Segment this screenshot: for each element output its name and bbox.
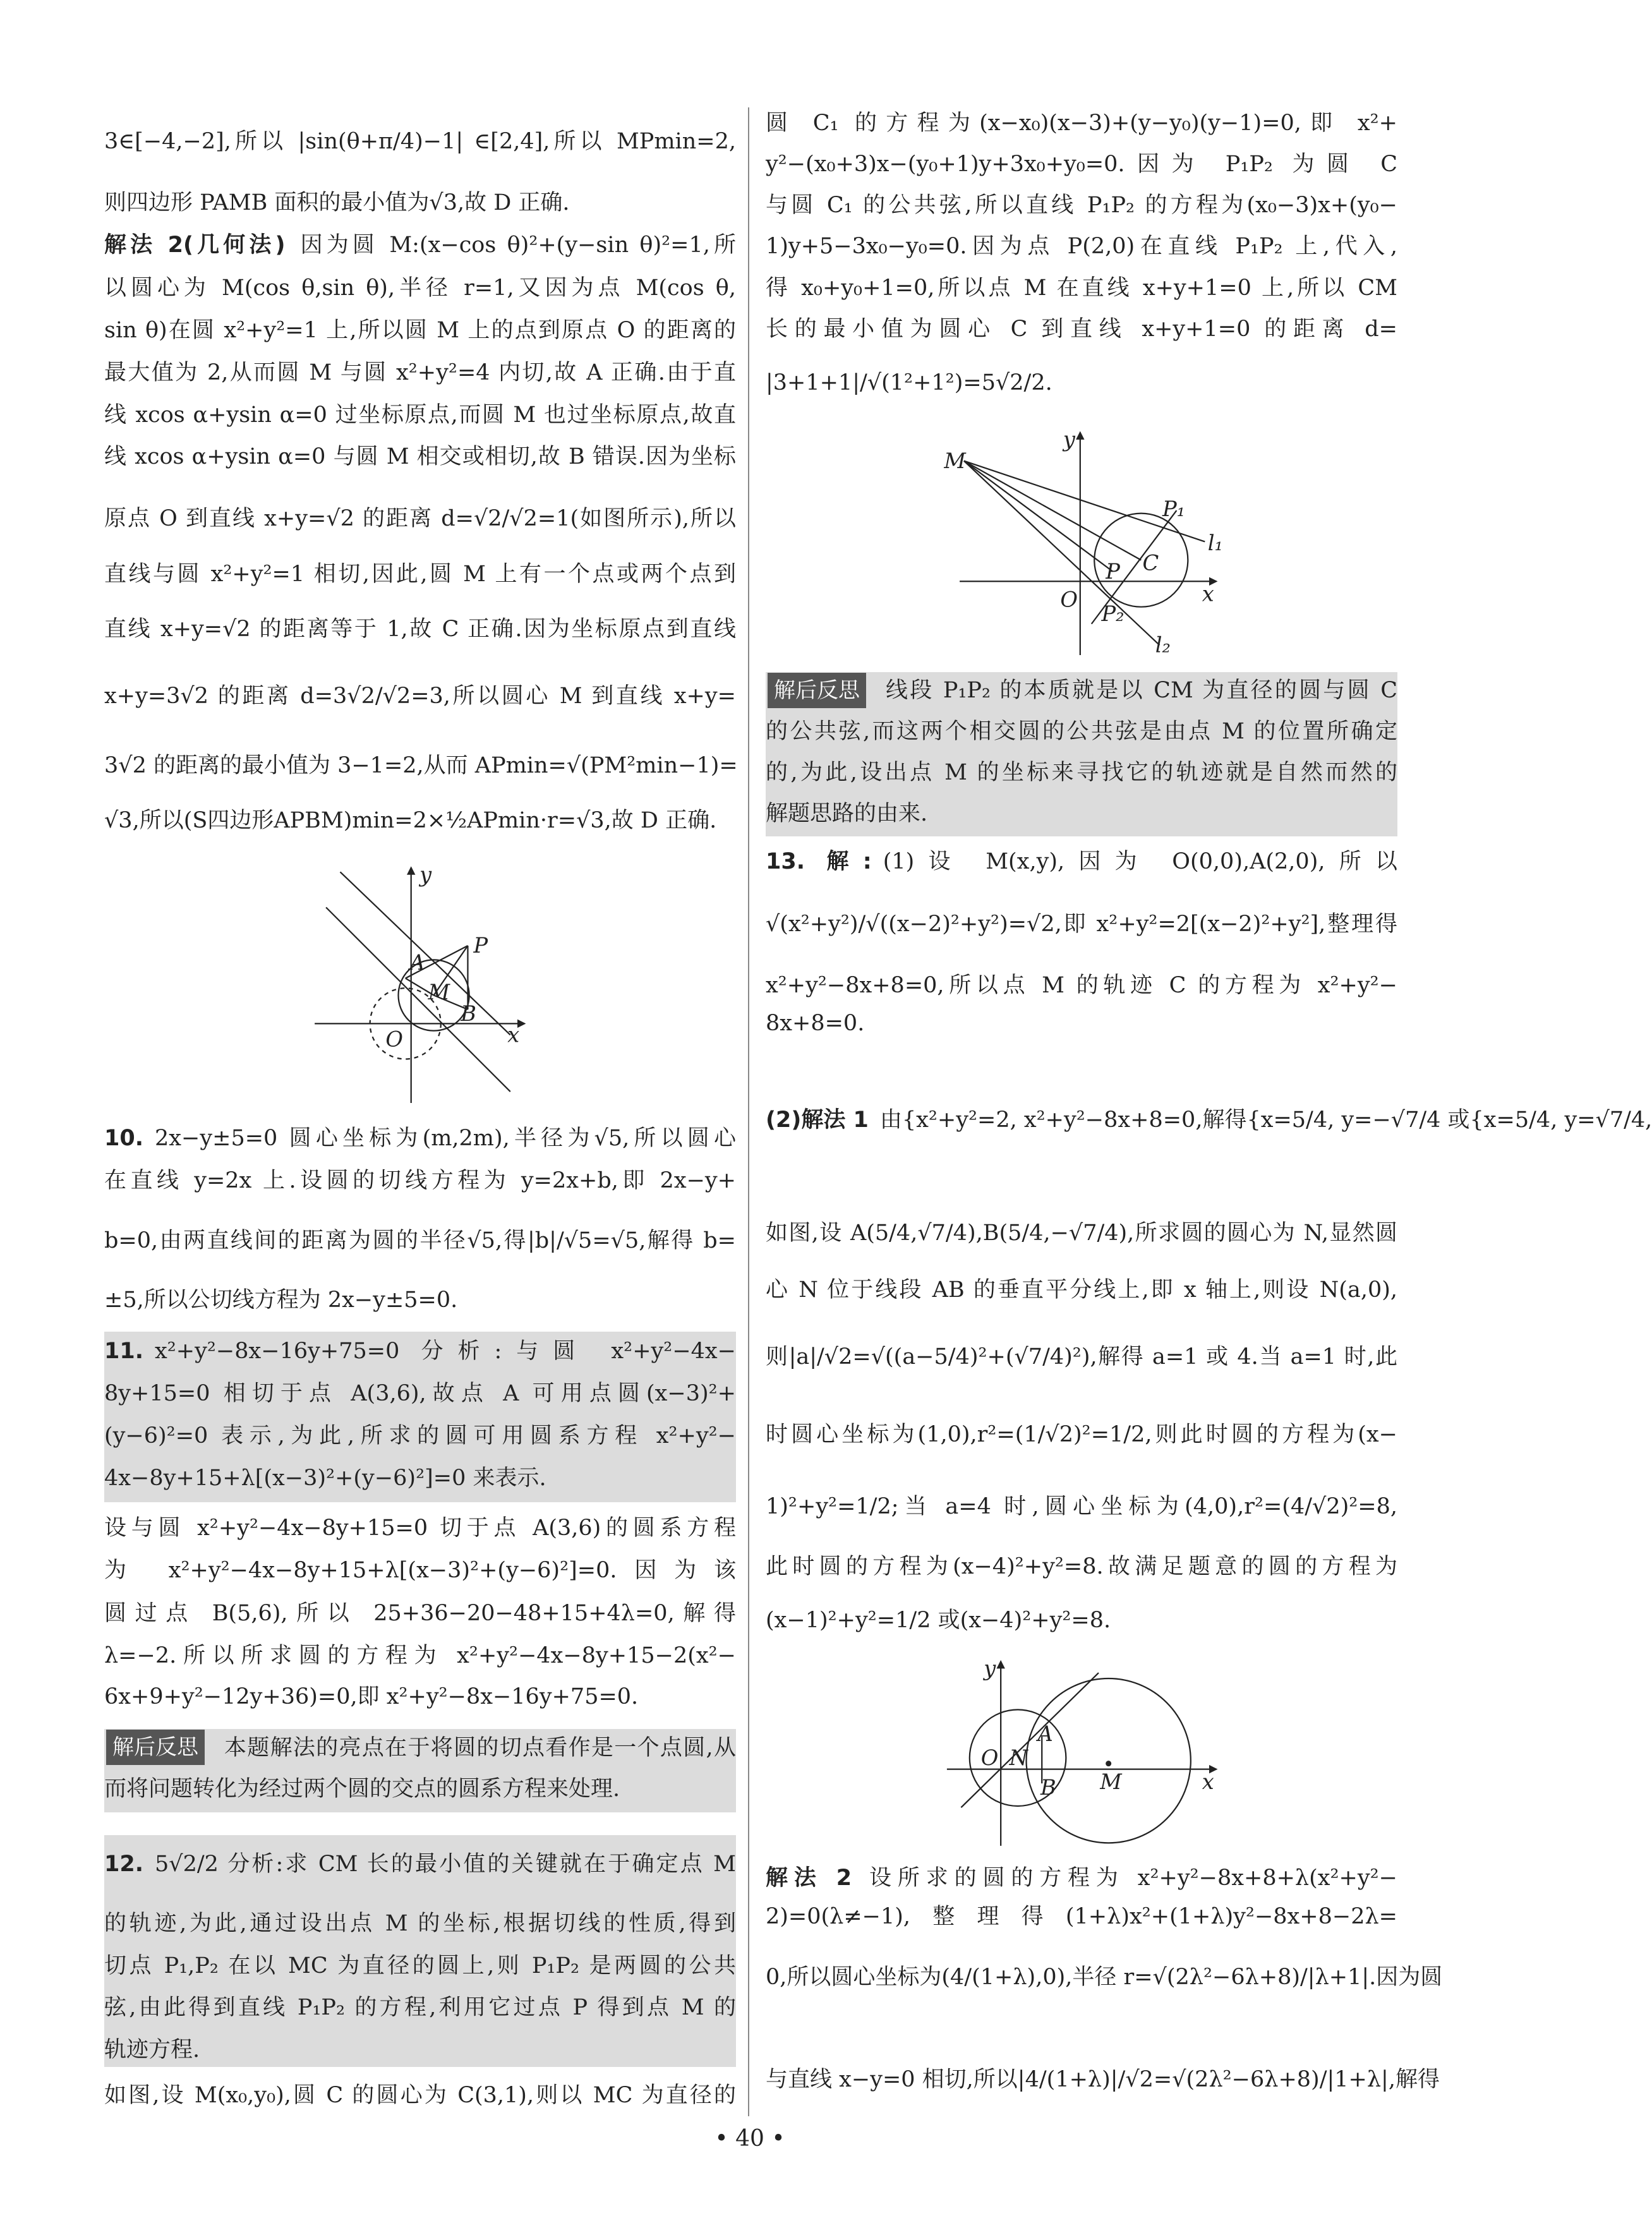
fig1-label-A: A bbox=[409, 950, 425, 975]
text-line bbox=[104, 1275, 736, 1325]
fig3-label-A: A bbox=[1037, 1721, 1053, 1746]
text-line bbox=[104, 2070, 736, 2121]
text-line bbox=[766, 899, 1397, 949]
fig3-label-M: M bbox=[1100, 1769, 1122, 1795]
text-line bbox=[766, 1952, 1443, 2003]
text-line bbox=[766, 1891, 1397, 1942]
line-text: 为 x²+y²−4x−8y+15+λ[(x−3)²+(y−6)²]=0.因为该 bbox=[104, 1558, 736, 1583]
line-text: 4x−8y+15+λ[(x−3)²+(y−6)²]=0 来表示. bbox=[104, 1466, 546, 1491]
line-text: 心 N 位于线段 AB 的垂直平分线上,即 x 轴上,则设 N(a,0), bbox=[766, 1277, 1397, 1303]
figure-2-circle-tangents bbox=[960, 433, 1216, 658]
text-line bbox=[766, 1332, 1397, 1382]
text-line bbox=[766, 1409, 1397, 1460]
fig2-label-M: M bbox=[944, 448, 966, 473]
line-text: (x−1)²+y²=1/2 或(x−4)²+y²=8. bbox=[766, 1608, 1111, 1633]
bold-heading: (2)解法 1 bbox=[766, 1107, 869, 1133]
line-text: 由{x²+y²=2, x²+y²−8x+8=0,解得{x=5/4, y=−√7/4 或{x=5/4, y=√7/4, bbox=[879, 1107, 1652, 1133]
line-text: (y−6)²=0 表示,为此,所求的圆可用圆系方程 x²+y²− bbox=[104, 1423, 736, 1449]
text-line bbox=[766, 1481, 1397, 1532]
line-text: √(x²+y²)/√((x−2)²+y²)=√2,即 x²+y²=2[(x−2)²+y²],整理得 bbox=[766, 912, 1397, 937]
line-text: 因为圆 M:(x−cos θ)²+(y−sin θ)²=1,所 bbox=[296, 232, 737, 258]
line-text: 如图,设 M(x₀,y₀),圆 C 的圆心为 C(3,1),则以 MC 为直径的 bbox=[104, 2083, 736, 2108]
bold-heading: 10. bbox=[104, 1126, 144, 1151]
text-line bbox=[766, 1095, 1652, 1145]
text-line bbox=[766, 788, 1397, 839]
fig1-label-P: P bbox=[473, 933, 488, 958]
line-text: 直线与圆 x²+y²=1 相切,因此,圆 M 上有一个点或两个点到 bbox=[104, 562, 736, 587]
bold-heading: 11. bbox=[104, 1339, 144, 1364]
line-text: 6x+9+y²−12y+36)=0,即 x²+y²−8x−16y+75=0. bbox=[104, 1684, 639, 1709]
text-line bbox=[104, 604, 736, 654]
fig2-label-l2: l₂ bbox=[1155, 632, 1171, 658]
text-line bbox=[766, 1595, 1397, 1646]
line-text: 的,为此,设出点 M 的坐标来寻找它的轨迹就是自然而然的 bbox=[766, 760, 1397, 785]
text-line bbox=[104, 1215, 736, 1266]
line-text: 以圆心为 M(cos θ,sin θ),半径 r=1,又因为点 M(cos θ, bbox=[104, 275, 736, 301]
fig1-label-y: y bbox=[419, 862, 432, 887]
line-text: 与直线 x−y=0 相切,所以|4/(1+λ)|/√2=√(2λ²−6λ+8)/|1+λ|,解得 bbox=[766, 2067, 1440, 2092]
fig3-point-M bbox=[1106, 1761, 1111, 1766]
fig3-label-O: O bbox=[980, 1745, 999, 1770]
line-text: 长的最小值为圆心 C 到直线 x+y+1=0 的距离 d= bbox=[766, 316, 1397, 342]
bold-heading: 13. 解: bbox=[766, 849, 872, 874]
line-text: 如图,设 A(5/4,√7/4),B(5/4,−√7/4),所求圆的圆心为 N,显然圆 bbox=[766, 1220, 1397, 1246]
text-line bbox=[766, 1208, 1397, 1258]
line-text: 此时圆的方程为(x−4)²+y²=8.故满足题意的圆的方程为 bbox=[766, 1554, 1397, 1579]
line-text: 3∈[−4,−2],所以 |sin(θ+π/4)−1| ∈[2,4],所以 MPmin=2, bbox=[104, 129, 736, 154]
line-text: x²+y²−8x+8=0,所以点 M 的轨迹 C 的方程为 x²+y²− bbox=[766, 973, 1397, 998]
text-line bbox=[766, 1541, 1397, 1592]
line-text: 的公共弦,而这两个相交圆的公共弦是由点 M 的位置所确定 bbox=[766, 719, 1397, 744]
line-text: 则四边形 PAMB 面积的最小值为√3,故 D 正确. bbox=[104, 190, 570, 215]
line-text: 2)=0(λ≠−1),整理得(1+λ)x²+(1+λ)y²−8x+8−2λ= bbox=[766, 1904, 1397, 1929]
text-line bbox=[766, 304, 1397, 354]
text-line bbox=[766, 998, 1397, 1049]
fig2-label-P: P bbox=[1106, 558, 1120, 584]
text-line bbox=[104, 116, 736, 167]
text-line bbox=[766, 2054, 1440, 2105]
text-line bbox=[104, 740, 736, 791]
line-text: sin θ)在圆 x²+y²=1 上,所以圆 M 上的点到原点 O 的距离的 bbox=[104, 318, 736, 343]
text-line bbox=[104, 1672, 736, 1722]
fig1-label-O: O bbox=[385, 1027, 403, 1052]
line-text: 0,所以圆心坐标为(4/(1+λ),0),半径 r=√(2λ²−6λ+8)/|λ+1|.因为圆 bbox=[766, 1965, 1443, 1990]
line-text: 线段 P₁P₂ 的本质就是以 CM 为直径的圆与圆 C bbox=[886, 678, 1397, 703]
text-line bbox=[766, 358, 1397, 408]
fig2-label-P1: P₁ bbox=[1162, 497, 1186, 522]
fig2-label-x: x bbox=[1202, 581, 1214, 606]
line-text: 与圆 C₁ 的公共弦,所以直线 P₁P₂ 的方程为(x₀−3)x+(y₀− bbox=[766, 193, 1397, 218]
text-line bbox=[104, 671, 736, 721]
line-text: 切点 P₁,P₂ 在以 MC 为直径的圆上,则 P₁P₂ 是两圆的公共 bbox=[104, 1953, 736, 1979]
column-divider bbox=[748, 107, 749, 2116]
line-text: 直线 x+y=√2 的距离等于 1,故 C 正确.因为坐标原点到直线 bbox=[104, 617, 736, 642]
line-text: 1)²+y²=1/2;当 a=4 时,圆心坐标为(4,0),r²=(4/√2)²=8, bbox=[766, 1494, 1397, 1519]
fig2-label-P2: P₂ bbox=[1101, 601, 1124, 627]
line-text: 时圆心坐标为(1,0),r²=(1/√2)²=1/2,则此时圆的方程为(x− bbox=[766, 1422, 1397, 1447]
text-line bbox=[104, 549, 736, 599]
line-text: b=0,由两直线间的距离为圆的半径√5,得|b|/√5=√5,解得 b= bbox=[104, 1228, 736, 1253]
fig3-label-B: B bbox=[1040, 1775, 1056, 1800]
line-text: λ=−2.所以所求圆的方程为 x²+y²−4x−8y+15−2(x²− bbox=[104, 1643, 736, 1668]
fig1-label-M: M bbox=[428, 980, 450, 1005]
line-text: 8x+8=0. bbox=[766, 1011, 865, 1036]
line-text: |3+1+1|/√(1²+1²)=5√2/2. bbox=[766, 370, 1052, 395]
text-line bbox=[104, 1155, 736, 1206]
line-text: 2x−y±5=0 圆心坐标为(m,2m),半径为√5,所以圆心 bbox=[155, 1126, 736, 1151]
line-text: 解题思路的由来. bbox=[766, 801, 928, 826]
line-text: 原点 O 到直线 x+y=√2 的距离 d=√2/√2=1(如图所示),所以 bbox=[104, 506, 736, 531]
reflection-tag: 解后反思 bbox=[106, 1730, 205, 1765]
page-number: • 40 • bbox=[714, 2126, 785, 2152]
text-line bbox=[104, 1839, 736, 1889]
line-text: 而将问题转化为经过两个圆的交点的圆系方程来处理. bbox=[104, 1776, 620, 1802]
fig3-label-N: N bbox=[1009, 1745, 1028, 1770]
text-line bbox=[104, 795, 736, 846]
fig3-label-x: x bbox=[1202, 1769, 1214, 1795]
line-text: 的轨迹,为此,通过设出点 M 的坐标,根据切线的性质,得到 bbox=[104, 1911, 736, 1936]
line-text: 最大值为 2,从而圆 M 与圆 x²+y²=4 内切,故 A 正确.由于直 bbox=[104, 360, 736, 385]
text-line bbox=[104, 431, 736, 482]
bold-heading: 解法 2 bbox=[766, 1865, 852, 1891]
line-text: √3,所以(S四边形APBM)min=2×½APmin·r=√3,故 D 正确. bbox=[104, 808, 717, 833]
line-text: 设与圆 x²+y²−4x−8y+15=0 切于点 A(3,6)的圆系方程 bbox=[104, 1515, 736, 1541]
bold-heading: 解法 2(几何法) bbox=[104, 232, 286, 258]
line-text: 圆 C₁ 的方程为(x−x₀)(x−3)+(y−y₀)(y−1)=0,即 x²+ bbox=[766, 111, 1397, 136]
bold-heading: 12. bbox=[104, 1852, 144, 1877]
fig1-label-x: x bbox=[507, 1022, 520, 1047]
line-text: 线 xcos α+ysin α=0 过坐标原点,而圆 M 也过坐标原点,故直 bbox=[104, 402, 736, 428]
fig2-label-C: C bbox=[1142, 550, 1159, 575]
fig2-label-l1: l₁ bbox=[1207, 530, 1224, 555]
line-text: 则|a|/√2=√((a−5/4)²+(√7/4)²),解得 a=1 或 4.当 a=1 时,此 bbox=[766, 1344, 1397, 1370]
reflection-tag: 解后反思 bbox=[768, 673, 866, 708]
figure-1-circle-tangents bbox=[315, 868, 524, 1103]
line-text: 本题解法的亮点在于将圆的切点看作是一个点圆,从 bbox=[224, 1735, 736, 1761]
fig2-label-y: y bbox=[1063, 427, 1075, 452]
line-text: 3√2 的距离的最小值为 3−1=2,从而 APmin=√(PM²min−1)= bbox=[104, 753, 738, 778]
text-line bbox=[104, 1453, 736, 1503]
text-line bbox=[104, 1764, 736, 1814]
line-text: 轨迹方程. bbox=[104, 2037, 200, 2063]
line-text: 弦,由此得到直线 P₁P₂ 的方程,利用它过点 P 得到点 M 的 bbox=[104, 1995, 736, 2020]
line-text: y²−(x₀+3)x−(y₀+1)y+3x₀+y₀=0.因为 P₁P₂ 为圆 C bbox=[766, 152, 1397, 177]
line-text: 8y+15=0 相切于点 A(3,6),故点 A 可用点圆(x−3)²+ bbox=[104, 1381, 736, 1406]
text-line bbox=[104, 493, 736, 544]
line-text: x²+y²−8x−16y+75=0 分析:与圆 x²+y²−4x− bbox=[155, 1339, 736, 1364]
line-text: 1)y+5−3x₀−y₀=0.因为点 P(2,0)在直线 P₁P₂ 上,代入, bbox=[766, 234, 1397, 259]
line-text: 得 x₀+y₀+1=0,所以点 M 在直线 x+y+1=0 上,所以 CM bbox=[766, 275, 1397, 301]
fig3-label-y: y bbox=[984, 1656, 996, 1681]
line-text: 线 xcos α+ysin α=0 与圆 M 相交或相切,故 B 错误.因为坐标 bbox=[104, 444, 736, 469]
line-text: ±5,所以公切线方程为 2x−y±5=0. bbox=[104, 1287, 458, 1313]
figure-3-two-circles bbox=[947, 1661, 1216, 1846]
line-text: 5√2/2 分析:求 CM 长的最小值的关键就在于确定点 M bbox=[155, 1852, 736, 1877]
line-text: 在直线 y=2x 上.设圆的切线方程为 y=2x+b,即 2x−y+ bbox=[104, 1168, 736, 1193]
line-text: 圆过点 B(5,6),所以 25+36−20−48+15+4λ=0,解得 bbox=[104, 1601, 736, 1626]
line-text: x+y=3√2 的距离 d=3√2/√2=3,所以圆心 M 到直线 x+y= bbox=[104, 684, 736, 709]
text-line bbox=[766, 1265, 1397, 1315]
line-text: 设所求的圆的方程为 x²+y²−8x+8+λ(x²+y²− bbox=[863, 1865, 1397, 1891]
fig1-label-B: B bbox=[461, 1001, 476, 1026]
text-line bbox=[104, 2025, 736, 2075]
fig2-label-O: O bbox=[1060, 587, 1078, 612]
text-line bbox=[766, 836, 1397, 887]
line-text: (1)设 M(x,y),因为 O(0,0),A(2,0),所以 bbox=[883, 849, 1397, 874]
